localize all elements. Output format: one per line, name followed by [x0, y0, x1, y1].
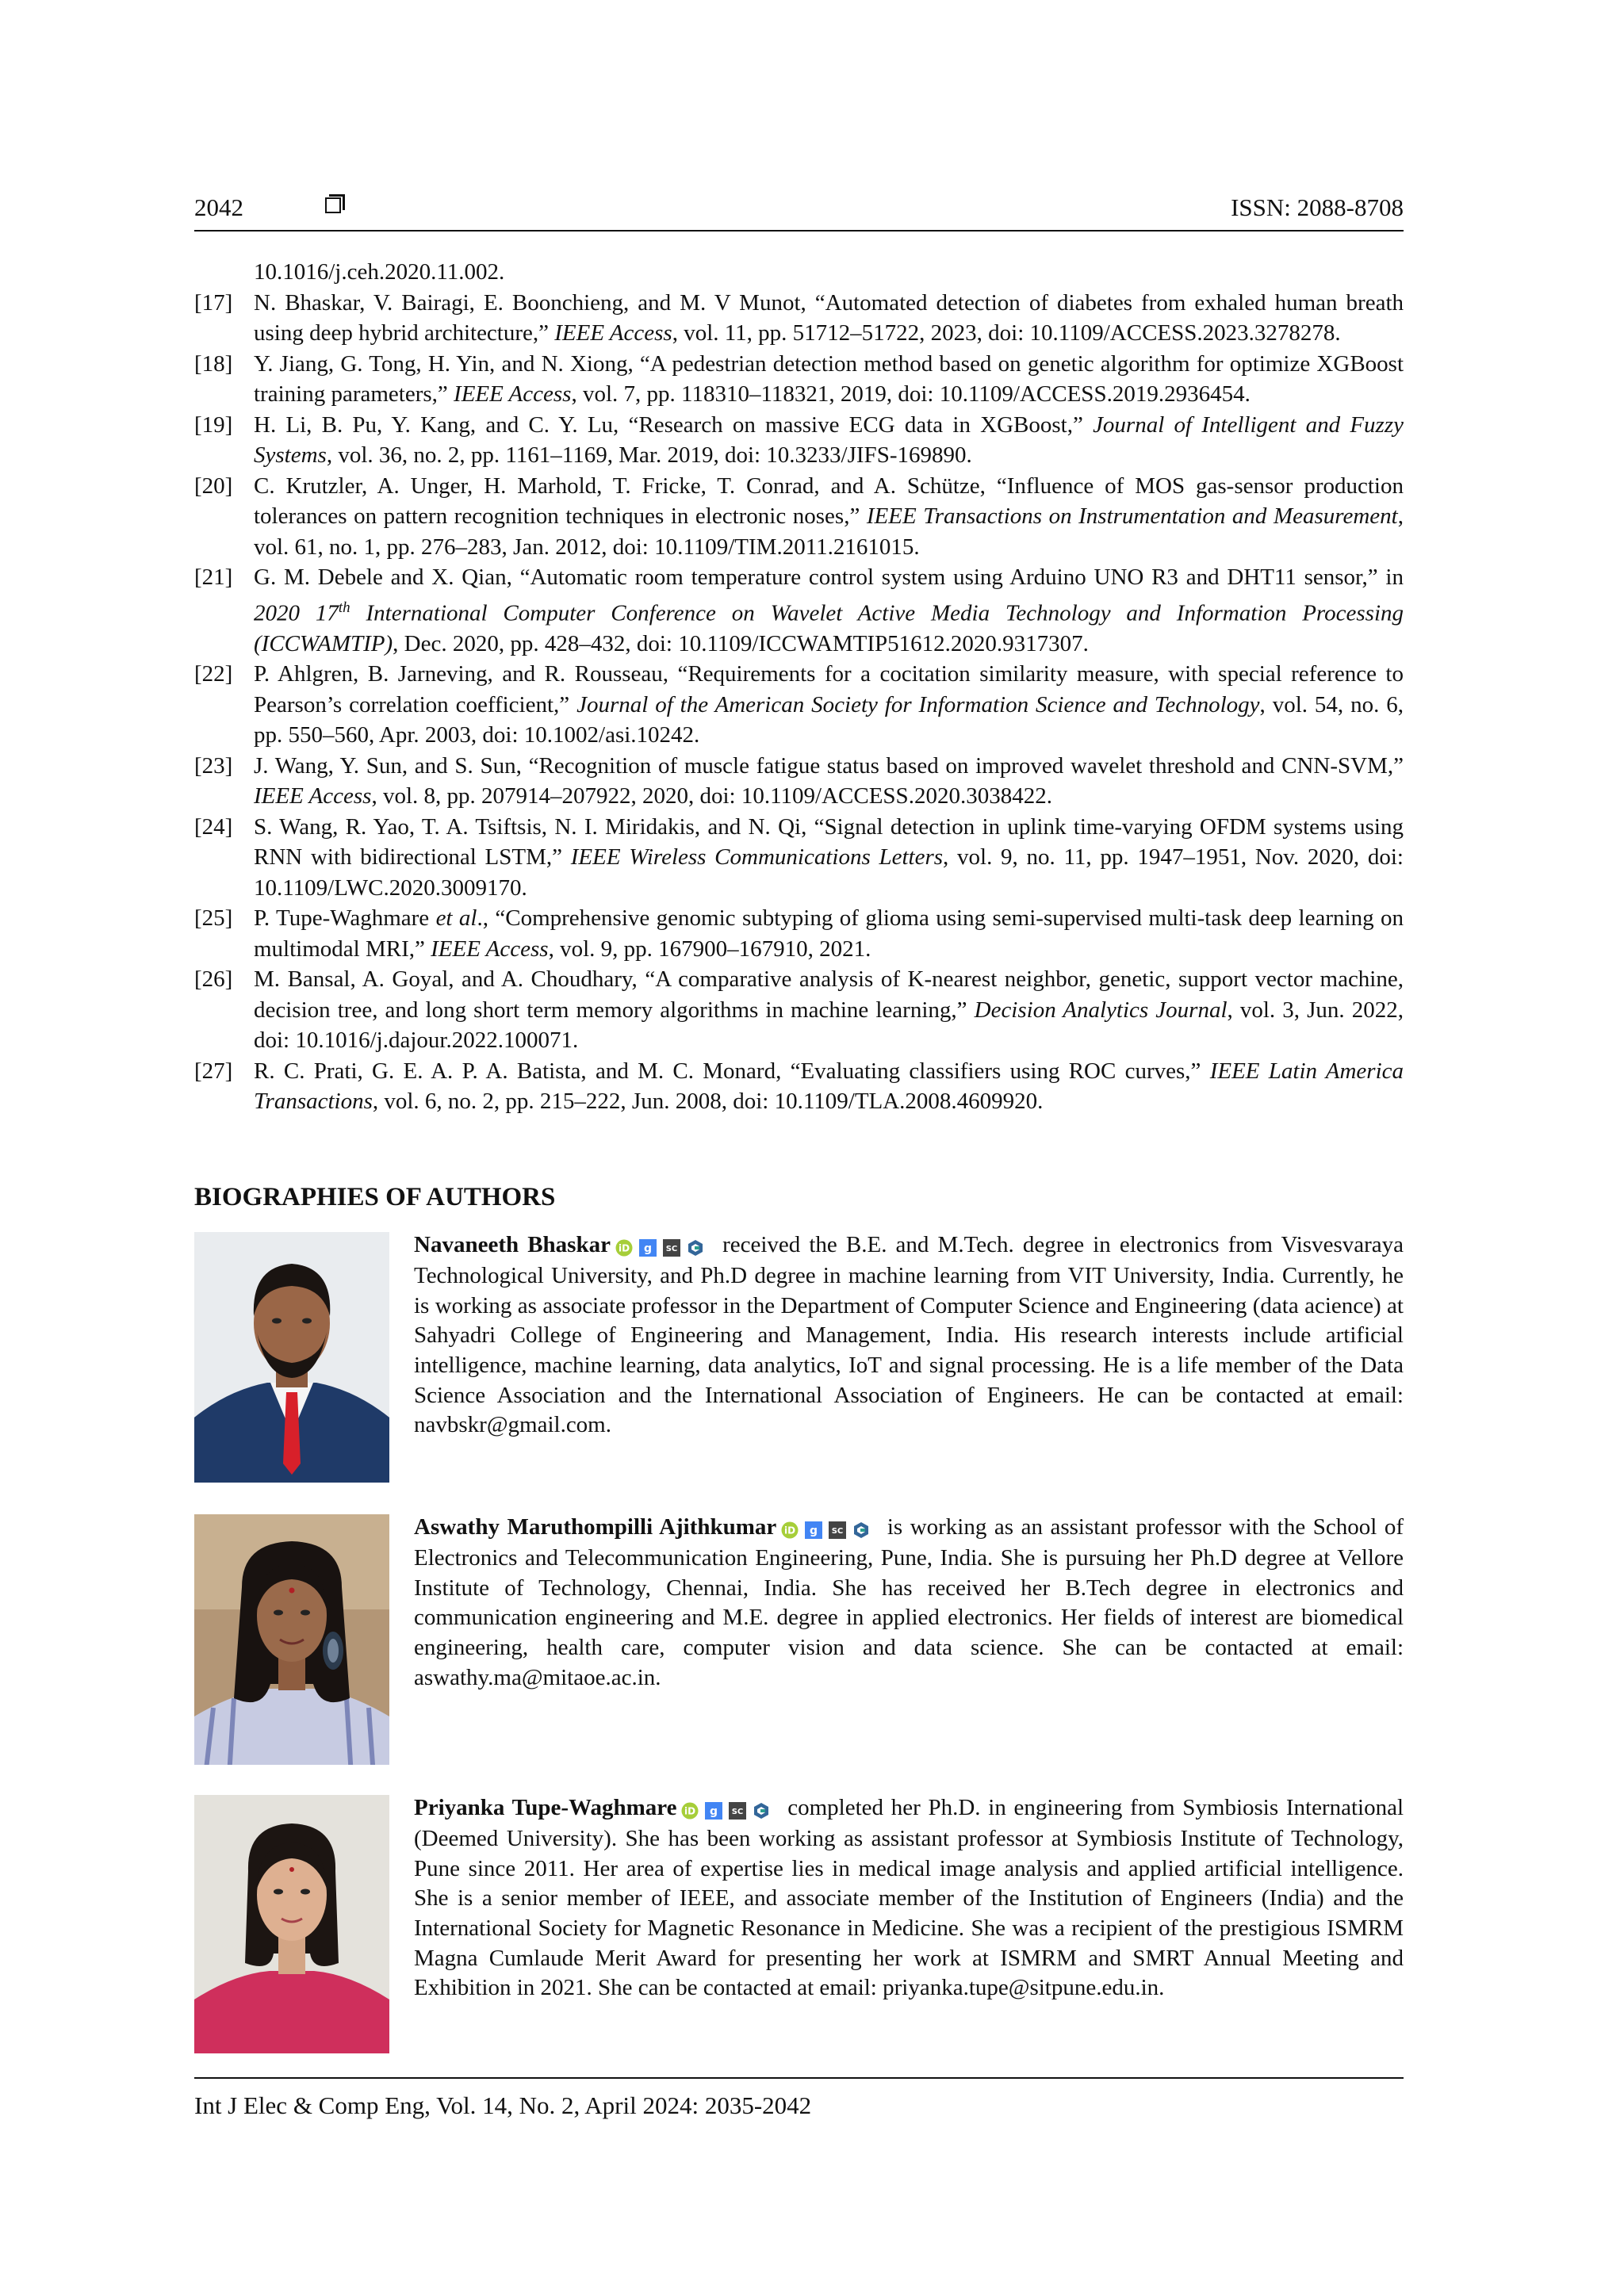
reference-text: N. Bhaskar, V. Bairagi, E. Boonchieng, and M. V Munot, “Automated detection of diabetes from exhaled human breath using deep hybrid architecture,” — [254, 289, 1404, 346]
reference-number: [23] — [194, 752, 233, 779]
google-scholar-icon[interactable] — [705, 1802, 722, 1820]
reference-venue: International Computer Conference on Wavelet Active Media Technology and Information Processing (ICCWAMTIP) — [254, 600, 1404, 656]
reference-text: , Dec. 2020, pp. 428–432, doi: 10.1109/ICCWAMTIP51612.2020.9317307. — [393, 630, 1089, 656]
reference-number: [17] — [194, 289, 233, 316]
reference-venue: Journal of the American Society for Information Science and Technology — [576, 691, 1260, 718]
author-bio-text — [414, 1793, 1404, 2003]
reference-number: [18] — [194, 350, 233, 377]
reference-text: , vol. 9, no. 11, pp. 1947–1951, Nov. 2020, doi: 10.1109/LWC.2020.3009170. — [254, 844, 1404, 901]
reference-venue: IEEE Access — [554, 320, 672, 346]
reference-item — [194, 812, 1404, 904]
reference-number: [19] — [194, 411, 233, 438]
publons-icon[interactable] — [852, 1521, 870, 1539]
reference-text: C. Krutzler, A. Unger, H. Marhold, T. Fricke, T. Conrad, and A. Schütze, “Influence of MOS gas-sensor production tolerances on pattern recognition techniques in electronic noses,” — [254, 473, 1404, 529]
reference-number: [24] — [194, 813, 233, 840]
reference-text: P. Tupe-Waghmare — [254, 905, 436, 932]
box-marker-icon — [325, 197, 341, 213]
reference-venue: IEEE Wireless Communications Letters — [570, 844, 944, 871]
reference-text: S. Wang, R. Yao, T. A. Tsiftsis, N. I. Miridakis, and N. Qi, “Signal detection in uplink time-varying OFDM systems using RNN with bidirectional LSTM,” — [254, 813, 1404, 871]
reference-number: [27] — [194, 1058, 233, 1084]
orcid-icon[interactable] — [781, 1521, 799, 1539]
reference-text: H. Li, B. Pu, Y. Kang, and C. Y. Lu, “Research on massive ECG data in XGBoost,” — [254, 411, 1094, 438]
reference-text: , vol. 9, pp. 167900–167910, 2021. — [548, 936, 871, 962]
reference-item — [194, 349, 1404, 410]
reference-text: , vol. 6, no. 2, pp. 215–222, Jun. 2008, doi: 10.1109/TLA.2008.4609920. — [372, 1089, 1044, 1115]
publons-icon[interactable] — [753, 1802, 770, 1820]
svg-text:g: g — [710, 1804, 718, 1818]
reference-item — [194, 471, 1404, 563]
profile-icons — [681, 1795, 776, 1825]
orcid-icon[interactable] — [681, 1802, 699, 1820]
reference-number: [21] — [194, 564, 233, 590]
author-1-portrait — [194, 1232, 389, 1483]
svg-text:SC: SC — [832, 1526, 844, 1536]
reference-item — [194, 964, 1404, 1056]
svg-text:iD: iD — [684, 1805, 696, 1817]
profile-icons — [615, 1232, 710, 1262]
reference-item — [194, 562, 1404, 659]
reference-item — [194, 903, 1404, 964]
reference-text: 10.1016/j.ceh.2020.11.002. — [254, 259, 505, 285]
google-scholar-icon[interactable] — [805, 1521, 822, 1539]
scopus-icon[interactable] — [829, 1521, 846, 1539]
scopus-icon[interactable] — [729, 1802, 746, 1820]
reference-text: , vol. 36, no. 2, pp. 1161–1169, Mar. 2019, doi: 10.3233/JIFS-169890. — [326, 442, 972, 468]
google-scholar-icon[interactable] — [639, 1239, 657, 1257]
reference-venue: 2020 17 — [254, 600, 339, 626]
reference-text: Y. Jiang, G. Tong, H. Yin, and N. Xiong, “A pedestrian detection method based on genetic algorithm for optimize XGBoost training parameters,” — [254, 350, 1404, 407]
header-divider — [194, 230, 1404, 232]
reference-item — [194, 257, 1404, 288]
svg-text:iD: iD — [618, 1242, 630, 1254]
author-photo — [194, 1232, 389, 1483]
author-photo — [194, 1795, 389, 2053]
reference-number: [20] — [194, 473, 233, 499]
author-photo — [194, 1514, 389, 1765]
reference-venue: IEEE Transactions on Instrumentation and Measurement — [866, 503, 1398, 529]
profile-icons — [781, 1514, 876, 1544]
author-description: is working as an assistant professor with the School of Electronics and Telecommunication Engineering, Pune, India. She is pursuing her Ph.D degree at Vellore Institute of Technology, Chennai, India. She has received her B.Tech degree in electronics and communication engineering and M.E. degree in applied electronics. Her fields of interest are biomedical engineering, health care, computer vision and data science. She can be contacted at email: aswathy.ma@mitaoe.ac.in. — [414, 1514, 1404, 1690]
reference-text: M. Bansal, A. Goyal, and A. Choudhary, “A comparative analysis of K-nearest neighbor, genetic, support vector machine, decision tree, and long short term memory algorithms in machine learning,” — [254, 966, 1404, 1023]
reference-text: , vol. 8, pp. 207914–207922, 2020, doi: 10.1109/ACCESS.2020.3038422. — [371, 783, 1052, 809]
reference-venue: et al — [435, 905, 477, 932]
svg-text:SC: SC — [665, 1244, 678, 1253]
issn-label: ISSN: 2088-8708 — [1231, 193, 1404, 221]
reference-text: ., “Comprehensive genomic subtyping of glioma using semi-supervised multi-task deep learning on multimodal MRI,” — [254, 905, 1404, 962]
reference-list — [194, 257, 1404, 1117]
reference-item — [194, 410, 1404, 471]
author-2-portrait — [194, 1514, 389, 1765]
author-name: Priyanka Tupe-Waghmare — [414, 1795, 677, 1820]
author-bio-text — [414, 1513, 1404, 1693]
reference-text: , vol. 7, pp. 118310–118321, 2019, doi: 10.1109/ACCESS.2019.2936454. — [571, 381, 1251, 407]
author-description: completed her Ph.D. in engineering from Symbiosis International (Deemed University). She has been working as assistant professor at Symbiosis Institute of Technology, Pune since 2011. Her area of expertise lies in medical image analysis and applied artificial intelligence. She is a senior member of IEEE, and associate member of the Institution of Engineers (India) and the International Society for Magnetic Resonance in Medicine. She was a recipient of the prestigious ISMRM Magna Cumlaude Merit Award for presenting her work at ISMRM and SMRT Annual Meeting and Exhibition in 2021. She can be contacted at email: priyanka.tupe@sitpune.edu.in. — [414, 1795, 1404, 2001]
reference-text: , vol. 61, no. 1, pp. 276–283, Jan. 2012, doi: 10.1109/TIM.2011.2161015. — [254, 503, 1404, 560]
reference-text: J. Wang, Y. Sun, and S. Sun, “Recognition of muscle fatigue status based on improved wavelet threshold and CNN-SVM,” — [254, 752, 1404, 779]
reference-venue: Decision Analytics Journal — [974, 997, 1228, 1023]
svg-text:SC: SC — [732, 1807, 744, 1816]
reference-text: P. Ahlgren, B. Jarneving, and R. Rousseau, “Requirements for a cocitation similarity measure, with special reference to Pearson’s correlation coefficient,” — [254, 661, 1404, 718]
reference-number: [26] — [194, 966, 233, 993]
reference-venue: IEEE Access — [431, 936, 549, 962]
reference-number: [22] — [194, 661, 233, 687]
biographies-heading: BIOGRAPHIES OF AUTHORS — [194, 1183, 556, 1211]
reference-text: , vol. 3, Jun. 2022, doi: 10.1016/j.dajour.2022.100071. — [254, 997, 1404, 1054]
publons-icon[interactable] — [687, 1239, 704, 1257]
svg-text:g: g — [810, 1524, 818, 1537]
author-bio-text — [414, 1230, 1404, 1441]
reference-text: R. C. Prati, G. E. A. P. A. Batista, and M. C. Monard, “Evaluating classifiers using ROC curves,” — [254, 1058, 1210, 1084]
scopus-icon[interactable] — [663, 1239, 680, 1257]
reference-venue: IEEE Access — [254, 783, 372, 809]
reference-item — [194, 659, 1404, 751]
page-footer: Int J Elec & Comp Eng, Vol. 14, No. 2, April 2024: 2035-2042 — [194, 2091, 812, 2119]
reference-text: G. M. Debele and X. Qian, “Automatic room temperature control system using Arduino UNO R3 and DHT11 sensor,” in — [254, 564, 1404, 590]
page-number: 2042 — [194, 193, 243, 221]
author-3-portrait — [194, 1795, 389, 2053]
svg-text:g: g — [643, 1242, 652, 1255]
reference-number: [25] — [194, 905, 233, 932]
page-header — [194, 190, 1404, 225]
reference-venue: th — [338, 599, 350, 616]
author-name: Aswathy Maruthompilli Ajithkumar — [414, 1514, 777, 1540]
reference-text: , vol. 11, pp. 51712–51722, 2023, doi: 10.1109/ACCESS.2023.3278278. — [672, 320, 1341, 346]
svg-text:iD: iD — [784, 1525, 796, 1536]
reference-item — [194, 751, 1404, 812]
orcid-icon[interactable] — [615, 1239, 633, 1257]
reference-venue: Journal of Intelligent and Fuzzy Systems — [254, 411, 1404, 468]
reference-venue: IEEE Latin America Transactions — [254, 1058, 1404, 1115]
reference-item — [194, 288, 1404, 349]
footer-divider — [194, 2077, 1404, 2079]
author-name: Navaneeth Bhaskar — [414, 1232, 611, 1257]
reference-text: , vol. 54, no. 6, pp. 550–560, Apr. 2003, doi: 10.1002/asi.10242. — [254, 691, 1404, 748]
reference-venue: IEEE Access — [454, 381, 572, 407]
reference-item — [194, 1056, 1404, 1117]
author-description: received the B.E. and M.Tech. degree in electronics from Visvesvaraya Technological University, and Ph.D degree in machine learning from VIT University, India. Currently, he is working as associate professor in the Department of Computer Science and Engineering (data acience) at Sahyadri College of Engineering and Management, India. His research interests include artificial intelligence, machine learning, data analytics, IoT and signal processing. He is a life member of the Data Science Association and the International Association of Engineers. He can be contacted at email: navbskr@gmail.com. — [414, 1232, 1404, 1438]
